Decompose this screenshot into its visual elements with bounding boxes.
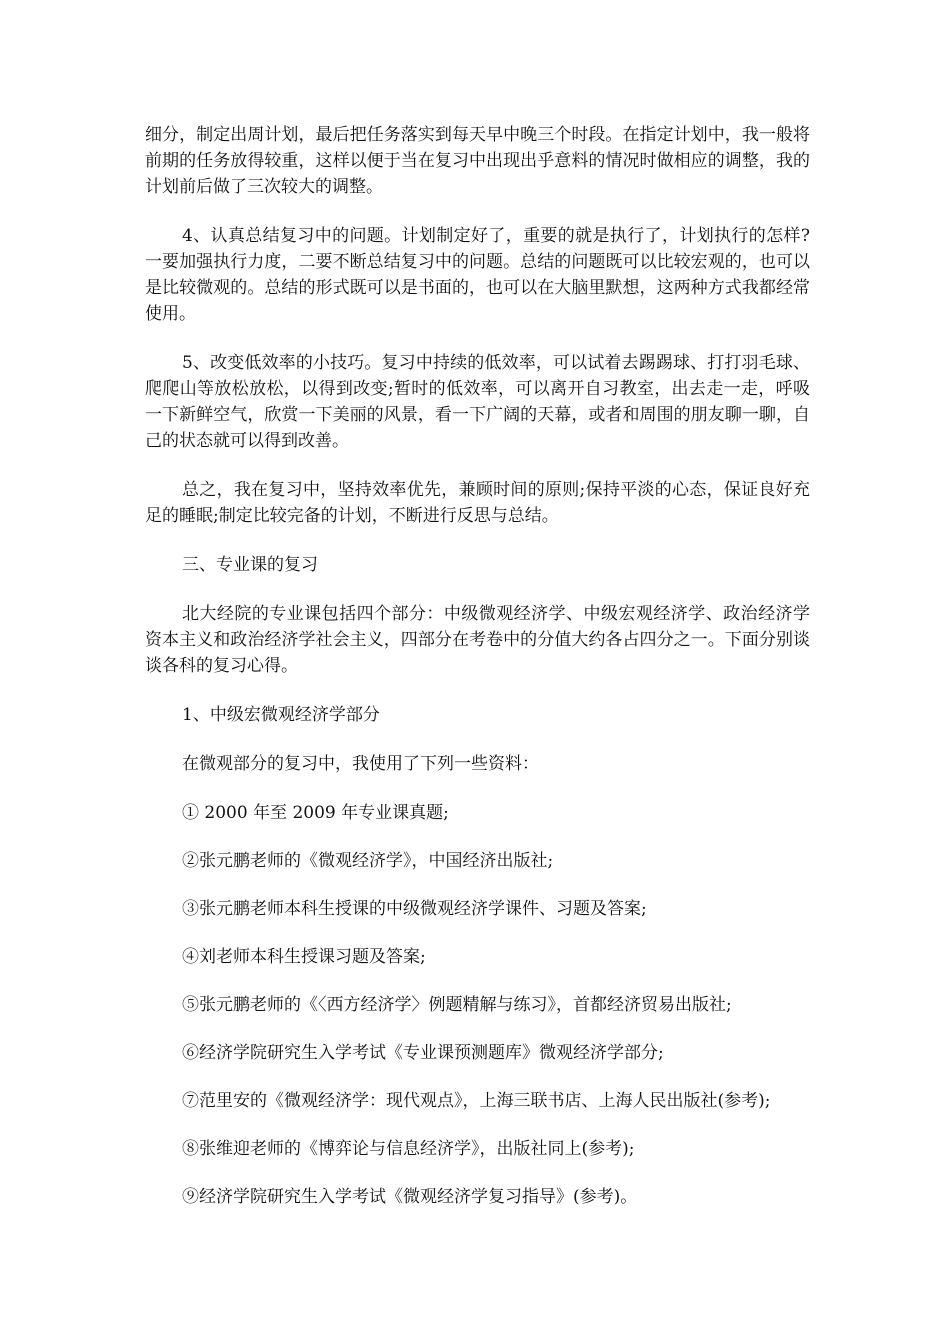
list-item-material-3: ③张元鹏老师本科生授课的中级微观经济学课件、习题及答案;	[182, 899, 647, 919]
document-page	[145, 122, 810, 1232]
paragraph-materials-intro: 在微观部分的复习中，我使用了下列一些资料：	[182, 754, 539, 774]
section-heading-specialized-courses: 三、专业课的复习	[182, 555, 318, 575]
list-item-material-8: ⑧张维迎老师的《博弈论与信息经济学》，出版社同上(参考);	[182, 1139, 635, 1159]
list-item-material-7: ⑦范里安的《微观经济学：现代观点》，上海三联书店、上海人民出版社(参考);	[182, 1091, 771, 1111]
paragraph-summarize-problems: 4、认真总结复习中的问题。计划制定好了，重要的就是执行了，计划执行的怎样?一要加强执行力度，二要不断总结复习中的问题。总结的问题既可以比较宏观的，也可以是比较微观的。总结的形式既可以是书面的，也可以在大脑里默想，这两种方式我都经常使用。	[145, 226, 810, 324]
list-item-material-1: ① 2000 年至 2009 年专业课真题;	[182, 803, 449, 823]
list-item-material-5: ⑤张元鹏老师的《〈西方经济学〉例题精解与练习》，首都经济贸易出版社;	[182, 995, 732, 1015]
list-item-material-4: ④刘老师本科生授课习题及答案;	[182, 947, 426, 967]
paragraph-conclusion: 总之，我在复习中，坚持效率优先，兼顾时间的原则;保持平淡的心态，保证良好充足的睡眠;制定比较完备的计划，不断进行反思与总结。	[145, 480, 810, 526]
subsection-heading-economics: 1、中级宏微观经济学部分	[182, 705, 380, 725]
paragraph-plan-continuation: 细分，制定出周计划，最后把任务落实到每天早中晚三个时段。在指定计划中，我一般将前期的任务放得较重，这样以便于当在复习中出现出乎意料的情况时做相应的调整，我的计划前后做了三次较大的调整。	[145, 125, 810, 197]
list-item-material-2: ②张元鹏老师的《微观经济学》，中国经济出版社;	[182, 851, 554, 871]
paragraph-low-efficiency-tips: 5、改变低效率的小技巧。复习中持续的低效率，可以试着去踢踢球、打打羽毛球、爬爬山等放松放松，以得到改变;暂时的低效率，可以离开自习教室，出去走一走，呼吸一下新鲜空气，欣赏一下美丽的风景，看一下广阔的天幕，或者和周围的朋友聊一聊，自己的状态就可以得到改善。	[145, 353, 810, 451]
list-item-material-6: ⑥经济学院研究生入学考试《专业课预测题库》微观经济学部分;	[182, 1043, 664, 1063]
list-item-material-9: ⑨经济学院研究生入学考试《微观经济学复习指导》(参考)。	[182, 1187, 638, 1207]
paragraph-course-overview: 北大经院的专业课包括四个部分：中级微观经济学、中级宏观经济学、政治经济学资本主义和政治经济学社会主义，四部分在考卷中的分值大约各占四分之一。下面分别谈谈各科的复习心得。	[145, 604, 810, 676]
